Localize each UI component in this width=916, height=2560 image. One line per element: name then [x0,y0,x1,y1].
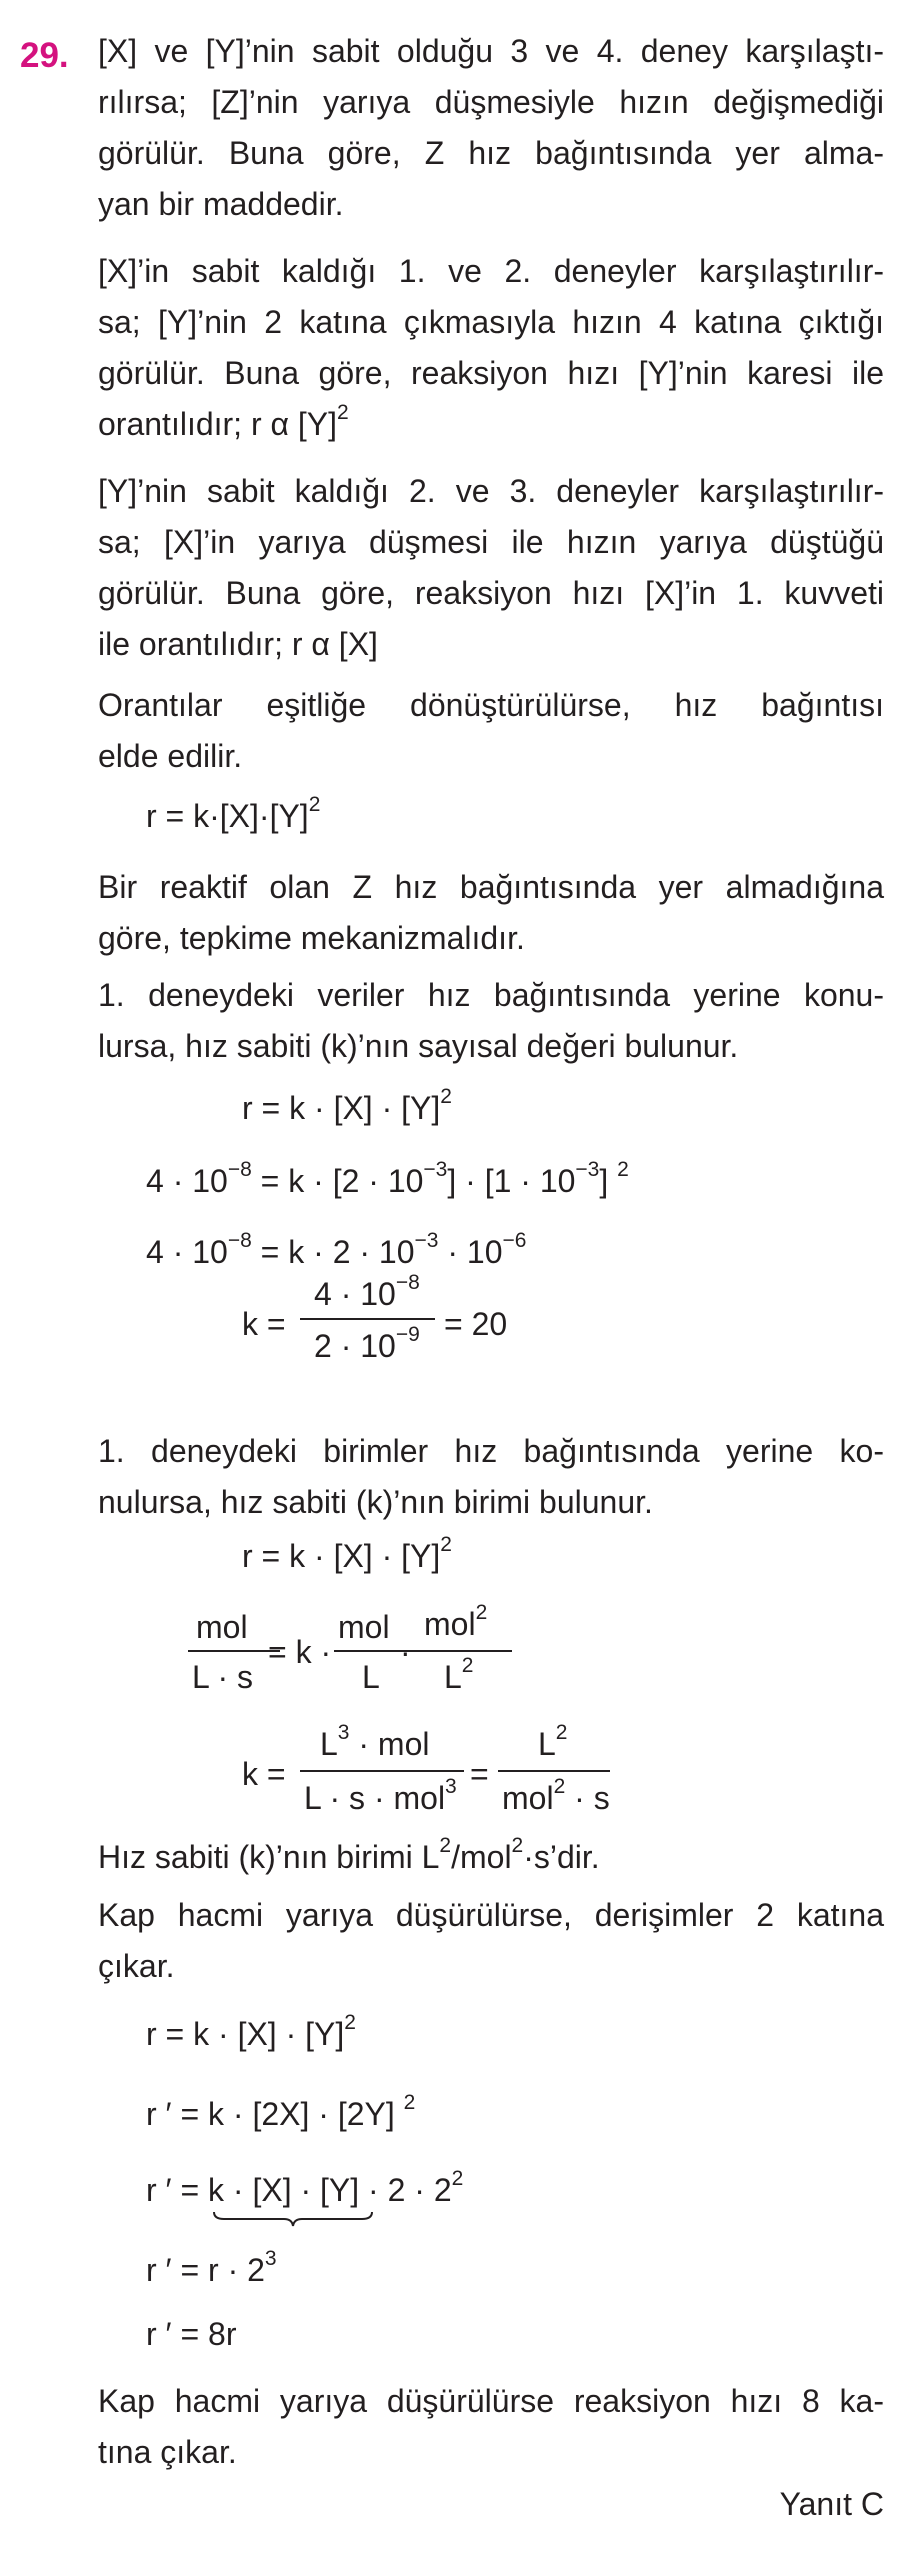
equation-text: ] · [1 · 10 [447,1163,576,1199]
paragraph-1 [98,26,884,230]
text-line [98,399,884,450]
rate-law-equation-2 [242,1085,452,1126]
equation-text: · mol [349,1726,430,1762]
substitution-equation-2 [146,1229,527,1270]
text-segment: Hız sabiti (k)’nın birimi L [98,1839,440,1875]
exponent: 2 [440,1085,452,1109]
text-segment: /mol [451,1839,512,1875]
exponent: 2 [439,1834,452,1858]
paragraph-10 [98,2376,884,2478]
fraction-denominator [502,1775,610,1816]
exponent: −9 [395,1323,420,1347]
equation-text: = k · 2 · 10 [251,1234,415,1270]
equation-text: r = k · [X] · [Y] [146,2016,345,2052]
text-line: tına çıkar. [98,2434,237,2470]
fraction-denominator: L · s [192,1659,254,1695]
exponent: 3 [337,1721,350,1745]
equation-text: · s [565,1780,610,1816]
fraction-denominator [444,1654,474,1695]
equation-text: 2 · 10 [314,1328,396,1364]
equation-text: L [538,1726,556,1762]
k-result: = 20 [444,1306,508,1342]
fraction-numerator [320,1721,430,1762]
equation-text: r = k · [X] · [Y] [242,1538,441,1574]
exponent: 2 [617,1158,629,1182]
text-line: 1. deneydeki veriler hız bağıntısında yerine konu- [98,977,884,1013]
text-line: Bir reaktif olan Z hız bağıntısında yer almadığına [98,869,884,905]
text-line: ile orantılıdır; r α [X] [98,626,378,662]
r-prime-equation-2 [146,2167,464,2208]
fraction-numerator [538,1721,568,1762]
paragraph-7 [98,1426,884,1528]
exponent: 2 [403,2091,416,2115]
exponent: −8 [227,1229,252,1253]
fraction-denominator [314,1323,420,1364]
unit-equals-k: = k · [268,1634,332,1670]
text-line: Kap hacmi yarıya düşürülürse, derişimler 2 katına [98,1897,884,1933]
text-segment: ·s’dir. [523,1839,600,1875]
underbraced-term: k · [X] · [Y] [208,2172,360,2208]
text-line: Kap hacmi yarıya düşürülürse reaksiyon hızı 8 ka- [98,2383,884,2419]
text-line: Orantılar eşitliğe dönüştürülürse, hız bağıntısı [98,687,884,723]
exponent: −3 [575,1158,600,1182]
text-line: nulursa, hız sabiti (k)’nın birimi bulunur. [98,1484,653,1520]
paragraph-2 [98,246,884,450]
exponent: 2 [440,1533,452,1557]
unit-fraction-squared [416,1600,516,1695]
exponent: 3 [264,2247,277,2271]
substitution-equation-1 [146,1158,629,1199]
text-line: [X]’in sabit kaldığı 1. ve 2. deneyler karşılaştırılır- [98,253,884,289]
exponent: 2 [337,401,349,425]
text-line: [Y]’nin sabit kaldığı 2. ve 3. deneyler karşılaştırılır- [98,473,884,509]
exponent: −3 [423,1158,448,1182]
text-line: görülür. Buna göre, reaksiyon hızı [X]’in 1. kuvveti [98,575,884,611]
fraction-numerator: mol [196,1609,248,1645]
text-line: göre, tepkime mekanizmalıdır. [98,920,525,956]
k-fraction [300,1270,435,1364]
text-line: rılırsa; [Z]’nin yarıya düşmesiyle hızın değişmediği [98,84,884,120]
paragraph-5 [98,862,884,964]
paragraph-3 [98,466,884,670]
text-line: lursa, hız sabiti (k)’nın sayısal değeri bulunur. [98,1028,739,1064]
fraction-bar [498,1770,610,1772]
exponent: 2 [451,2167,464,2191]
fraction-numerator [424,1601,488,1642]
k-unit-fraction-1 [300,1720,464,1815]
exponent: 2 [555,1721,568,1745]
fraction-bar [300,1318,435,1320]
exponent: −6 [502,1229,527,1253]
k-unit-fraction-2 [498,1720,610,1815]
fraction-numerator: mol [338,1609,390,1645]
equation-text: r = k·[X]·[Y] [146,798,309,834]
equation-text: L [320,1726,338,1762]
fraction-numerator [314,1271,420,1312]
exponent: 2 [308,793,321,817]
k-unit-label: k = [242,1756,286,1792]
equation-text: · 2 · 2 [359,2172,452,2208]
proportion-text: orantılıdır; r α [Y] [98,406,338,442]
question-number: 29. [20,36,69,75]
paragraph-9 [98,1890,884,1992]
paragraph-6 [98,970,884,1072]
equation-text: mol [502,1780,554,1816]
equation-text: ] [599,1163,609,1199]
paragraph-4 [98,680,884,782]
exponent: 2 [461,1654,474,1678]
text-line: [X] ve [Y]’nin sabit olduğu 3 ve 4. deney karşılaştı- [98,33,884,69]
equation-text: · 10 [438,1234,503,1270]
equation-text: = k · [2 · 10 [251,1163,424,1199]
exponent: 2 [475,1601,488,1625]
fraction-bar [188,1650,280,1652]
rate-law-equation-3 [242,1533,452,1574]
text-line: 1. deneydeki birimler hız bağıntısında yerine ko- [98,1433,884,1469]
rate-law-equation [146,793,321,834]
fraction-bar [416,1650,512,1652]
unit-fraction-rate [188,1605,280,1695]
exponent: −3 [414,1229,439,1253]
equation-text: r ′ = r · 2 [146,2252,265,2288]
exponent: 2 [511,1834,524,1858]
exponent: −8 [395,1271,420,1295]
exponent: −8 [227,1158,252,1182]
equation-text: r ′ = k · [2X] · [2Y] [146,2096,395,2132]
equation-text: 4 · 10 [146,1163,228,1199]
exponent: 2 [344,2011,356,2035]
text-line: yan bir maddedir. [98,186,344,222]
answer-label: Yanıt C [779,2486,884,2522]
fraction-bar [300,1770,464,1772]
r-prime-equation-3 [146,2247,277,2288]
text-line: sa; [X]’in yarıya düşmesi ile hızın yarıya düştüğü [98,524,884,560]
equation-text: 4 · 10 [146,1234,228,1270]
equation-text: L · s · mol [304,1780,446,1816]
exponent: 2 [553,1775,566,1799]
equation-text: r = k · [X] · [Y] [242,1090,441,1126]
equation-text: r ′ = [146,2172,209,2208]
fraction-denominator: L [362,1659,380,1695]
r-prime-equation-1 [146,2091,416,2132]
rate-law-equation-4 [146,2011,356,2052]
k-unit-equals: = [470,1756,489,1792]
text-line: elde edilir. [98,738,243,774]
text-line: çıkar. [98,1948,175,1984]
text-line: görülür. Buna göre, Z hız bağıntısında yer alma- [98,135,884,171]
equation-text: 4 · 10 [314,1276,396,1312]
text-line [98,1832,884,1883]
equation-text: L [444,1659,462,1695]
k-label: k = [242,1306,286,1342]
equation-text: mol [424,1606,476,1642]
underbrace-icon [212,2210,374,2228]
r-prime-equation-4: r ′ = 8r [146,2316,237,2352]
text-line: sa; [Y]’nin 2 katına çıkmasıyla hızın 4 katına çıktığı [98,304,884,340]
text-line: görülür. Buna göre, reaksiyon hızı [Y]’nin karesi ile [98,355,884,391]
exponent: 3 [445,1775,457,1799]
fraction-denominator [304,1775,457,1816]
paragraph-8 [98,1832,884,1883]
unit-dot: · [400,1634,411,1670]
